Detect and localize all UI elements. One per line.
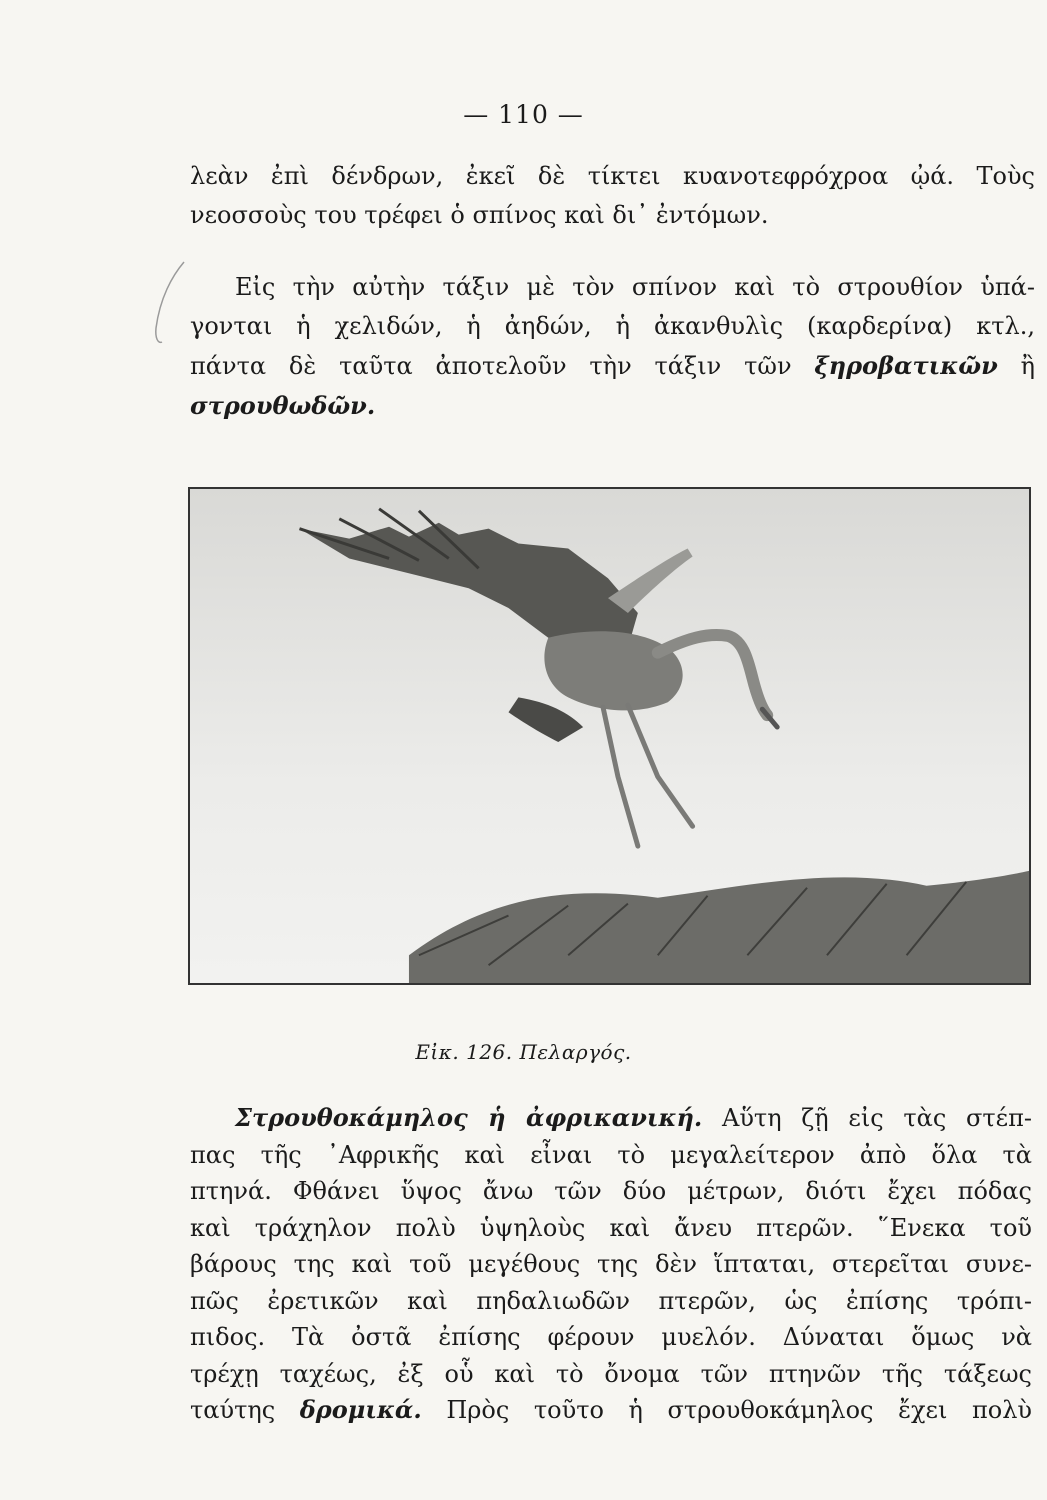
text-line: τρέχῃ ταχέως, ἐξ οὗ καὶ τὸ ὄνομα τῶν πτηνῶν τῆς τάξεως xyxy=(190,1359,1032,1388)
paragraph-sparrow-end xyxy=(190,157,1035,235)
text-line-with-terms xyxy=(190,346,1035,386)
term-dromika: δρομικά. xyxy=(299,1395,422,1424)
text-line: νεοσσοὺς του τρέφει ὁ σπίνος καὶ δι᾿ ἐντόμων. xyxy=(190,201,769,229)
paragraph-ostrich xyxy=(190,1100,1032,1429)
text-segment: ταύτης xyxy=(190,1396,276,1424)
text-line: πας τῆς ᾿Αφρικῆς καὶ εἶναι τὸ μεγαλείτερον ἀπὸ ὅλα τὰ xyxy=(190,1140,1032,1169)
page-number: — 110 — xyxy=(463,100,584,129)
text-connector: ἢ xyxy=(1020,352,1035,380)
text-line: γονται ἡ χελιδών, ἡ ἀηδών, ἡ ἀκανθυλὶς (καρδερίνα) κτλ., xyxy=(190,312,1035,340)
text-line: Εἰς τὴν αὐτὴν τάξιν μὲ τὸν σπίνον καὶ τὸ στρουθίον ὑπά- xyxy=(235,273,1035,301)
text-line: πτηνά. Φθάνει ὕψος ἄνω τῶν δύο μέτρων, διότι ἔχει πόδας xyxy=(190,1177,1032,1205)
term-xirovatikon: ξηροβατικῶν xyxy=(814,351,998,380)
stork-photograph xyxy=(188,487,1031,985)
text-segment: Αὕτη ζῇ εἰς τὰς στέπ- xyxy=(722,1104,1032,1132)
stork-illustration xyxy=(190,489,1029,983)
text-line-with-heading xyxy=(190,1100,1032,1137)
text-line: βάρους της καὶ τοῦ μεγέθους της δὲν ἵπταται, στερεῖται συνε- xyxy=(190,1250,1032,1278)
paragraph-order-sparrows xyxy=(190,268,1035,425)
text-line: καὶ τράχηλον πολὺ ὑψηλοὺς καὶ ἄνευ πτερῶν. ῞Ενεκα τοῦ xyxy=(190,1213,1032,1242)
figure-caption: Εἰκ. 126. Πελαργός. xyxy=(415,1040,632,1064)
text-line: λεὰν ἐπὶ δένδρων, ἐκεῖ δὲ τίκτει κυανοτεφρόχροα ᾠά. Τοὺς xyxy=(190,162,1035,190)
ostrich-heading: Στρουθοκάμηλος ἡ ἀφρικανική. xyxy=(235,1103,703,1132)
text-line-with-term xyxy=(190,1392,1032,1429)
term-strouthodon: στρουθωδῶν. xyxy=(190,391,376,420)
text-segment: πάντα δὲ ταῦτα ἀποτελοῦν τὴν τάξιν τῶν xyxy=(190,352,792,380)
pencil-margin-mark xyxy=(150,258,190,348)
text-segment: Πρὸς τοῦτο ἡ στρουθοκάμηλος ἔχει πολὺ xyxy=(446,1396,1032,1424)
text-line: πῶς ἐρετικῶν καὶ πηδαλιωδῶν πτερῶν, ὡς ἐπίσης τρόπι- xyxy=(190,1286,1032,1315)
text-line: πιδος. Τὰ ὀστᾶ ἐπίσης φέρουν μυελόν. Δύναται ὅμως νὰ xyxy=(190,1323,1032,1351)
